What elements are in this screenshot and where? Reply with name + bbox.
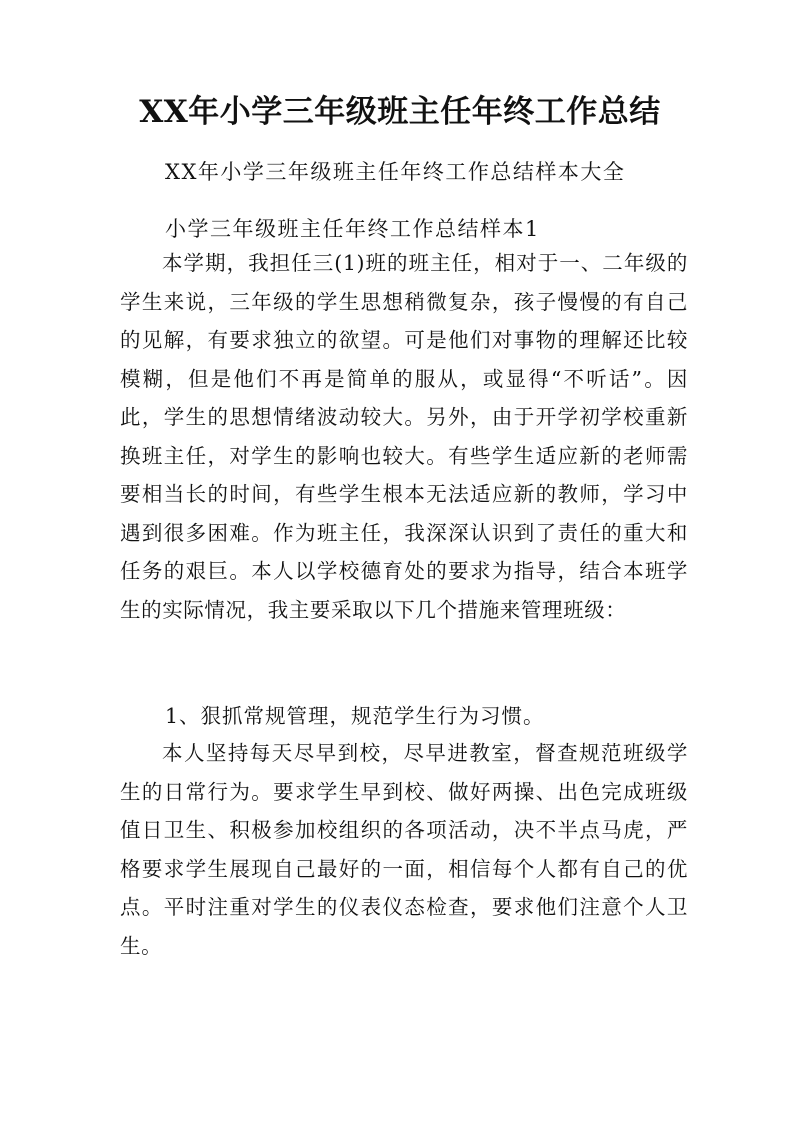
document-title: XX年小学三年级班主任年终工作总结 <box>139 94 661 130</box>
section-heading-1: 1、狠抓常规管理，规范学生行为习惯。 <box>165 704 545 728</box>
body-paragraph-2: 本人坚持每天尽早到校，尽早进教室，督查规范班级学生的日常行为。要求学生早到校、做好两操、出色完成班级值日卫生、积极参加校组织的各项活动，决不半点马虎，严格要求学生展现自己最好的一面，相信每个人都有自己的优点。平时注重对学生的仪表仪态检查，要求他们注意个人卫生。 <box>120 741 688 958</box>
sample-heading: 小学三年级班主任年终工作总结样本1 <box>165 217 540 241</box>
body-paragraph-1: 本学期，我担任三(1)班的班主任，相对于一、二年级的学生来说，三年级的学生思想稍微复杂，孩子慢慢的有自己的见解，有要求独立的欲望。可是他们对事物的理解还比较模糊，但是他们不再是简单的服从，或显得“不听话”。因此，学生的思想情绪波动较大。另外，由于开学初学校重新换班主任，对学生的影响也较大。有些学生适应新的老师需要相当长的时间，有些学生根本无法适应新的教师，学习中遇到很多困难。作为班主任，我深深认识到了责任的重大和任务的艰巨。本人以学校德育处的要求为指导，结合本班学生的实际情况，我主要采取以下几个措施来管理班级： <box>120 251 688 622</box>
document-subtitle: XX年小学三年级班主任年终工作总结样本大全 <box>165 160 626 184</box>
